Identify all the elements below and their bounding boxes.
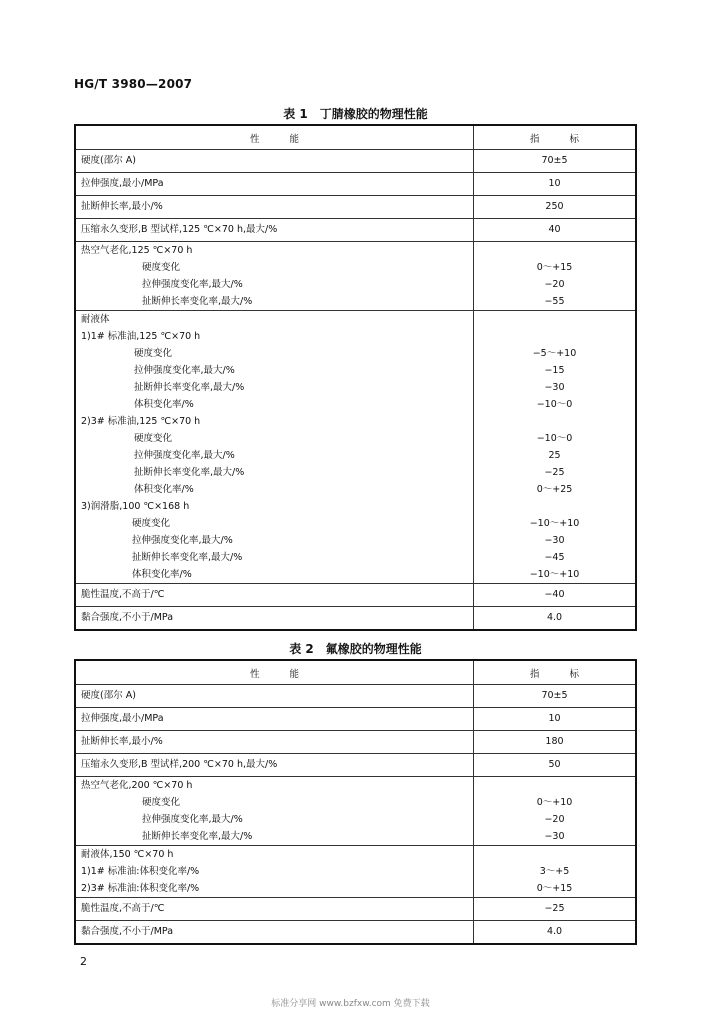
table-row xyxy=(75,754,636,777)
value-text: 4.0 xyxy=(546,926,563,937)
table2-body xyxy=(75,685,636,945)
property-text: 热空气老化,125 ℃×70 h xyxy=(81,245,193,256)
property-text: 扯断伸长率变化率,最大/% xyxy=(142,831,253,842)
property-text: 拉伸强度,最小/MPa xyxy=(81,178,164,189)
table-row xyxy=(75,311,636,584)
property-text: 硬度变化 xyxy=(132,518,171,529)
value-text: 0～+15 xyxy=(536,262,573,273)
page-number: 2 xyxy=(80,955,87,968)
property-text: 拉伸强度变化率,最大/% xyxy=(134,365,235,376)
table-row xyxy=(75,242,636,311)
value-text: 40 xyxy=(548,224,561,235)
value-text xyxy=(474,498,635,515)
value-text: −5～+10 xyxy=(532,348,577,359)
property-cell xyxy=(75,731,474,754)
value-cell xyxy=(474,846,637,898)
property-text: 扯断伸长率变化率,最大/% xyxy=(132,552,243,563)
value-text: −25 xyxy=(544,903,565,914)
value-cell xyxy=(474,921,637,945)
table-row xyxy=(75,731,636,754)
table1-caption: 表 1 丁腈橡胶的物理性能 xyxy=(283,107,428,121)
property-text: 拉伸强度变化率,最大/% xyxy=(142,279,243,290)
property-cell xyxy=(75,777,474,846)
property-text: 拉伸强度变化率,最大/% xyxy=(132,535,233,546)
value-text: −40 xyxy=(544,589,565,600)
value-text: −10～+10 xyxy=(529,569,580,580)
value-text xyxy=(474,846,635,863)
property-text: 1)1# 标准油:体积变化率/% xyxy=(81,866,200,877)
property-cell xyxy=(75,754,474,777)
property-text: 扯断伸长率,最小/% xyxy=(81,201,163,212)
table-row xyxy=(75,921,636,945)
value-text: −20 xyxy=(544,279,565,290)
standard-code: HG/T 3980—2007 xyxy=(74,77,193,91)
table2 xyxy=(74,659,637,945)
value-cell xyxy=(474,173,637,196)
table-row xyxy=(75,584,636,607)
property-text: 拉伸强度,最小/MPa xyxy=(81,713,164,724)
value-text: 180 xyxy=(545,736,564,747)
property-text: 硬度变化 xyxy=(134,348,173,359)
value-text: 4.0 xyxy=(546,612,563,623)
value-text xyxy=(474,311,635,328)
value-cell xyxy=(474,685,637,708)
value-text xyxy=(474,413,635,430)
table2-header-row xyxy=(75,660,636,685)
value-text: 0～+25 xyxy=(536,484,573,495)
property-text: 拉伸强度变化率,最大/% xyxy=(134,450,235,461)
value-text: −45 xyxy=(544,552,565,563)
value-cell xyxy=(474,584,637,607)
property-text: 耐液体 xyxy=(81,314,110,325)
table2-header-property: 性能 xyxy=(75,660,474,685)
footer-watermark: 标准分享网 www.bzfxw.com 免费下载 xyxy=(271,999,430,1009)
value-cell xyxy=(474,777,637,846)
value-text: 0～+10 xyxy=(536,797,573,808)
property-cell xyxy=(75,173,474,196)
property-text: 压缩永久变形,B 型试样,125 ℃×70 h,最大/% xyxy=(81,224,278,235)
property-cell xyxy=(75,311,474,584)
value-text: 70±5 xyxy=(541,155,568,166)
value-text: −10～0 xyxy=(536,433,573,444)
property-cell xyxy=(75,196,474,219)
value-text: −55 xyxy=(544,296,565,307)
value-text: 10 xyxy=(548,178,561,189)
property-text: 体积变化率/% xyxy=(132,569,192,580)
value-text: 50 xyxy=(548,759,561,770)
value-text xyxy=(474,242,635,259)
table1 xyxy=(74,124,637,631)
property-text: 硬度变化 xyxy=(134,433,173,444)
table-row xyxy=(75,150,636,173)
value-cell xyxy=(474,754,637,777)
value-text: −10～0 xyxy=(536,399,573,410)
value-text: −15 xyxy=(544,365,565,376)
value-text: −10～+10 xyxy=(529,518,580,529)
table1-header-row xyxy=(75,125,636,150)
table-row xyxy=(75,777,636,846)
table-row xyxy=(75,708,636,731)
property-text: 硬度(邵尔 A) xyxy=(81,690,136,701)
property-text: 拉伸强度变化率,最大/% xyxy=(142,814,243,825)
value-cell xyxy=(474,242,637,311)
property-text: 硬度变化 xyxy=(142,262,181,273)
value-text: −30 xyxy=(544,382,565,393)
value-cell xyxy=(474,150,637,173)
table1-header-property: 性能 xyxy=(75,125,474,150)
value-text: 70±5 xyxy=(541,690,568,701)
value-text: −25 xyxy=(544,467,565,478)
property-cell xyxy=(75,607,474,631)
value-text: −20 xyxy=(544,814,565,825)
property-text: 脆性温度,不高于/℃ xyxy=(81,903,165,914)
value-text: −30 xyxy=(544,831,565,842)
property-cell xyxy=(75,584,474,607)
property-cell xyxy=(75,219,474,242)
value-text xyxy=(474,328,635,345)
value-text: 250 xyxy=(545,201,564,212)
property-text: 脆性温度,不高于/℃ xyxy=(81,589,165,600)
table-row xyxy=(75,219,636,242)
property-text: 扯断伸长率,最小/% xyxy=(81,736,163,747)
property-text: 2)3# 标准油,125 ℃×70 h xyxy=(81,416,201,427)
property-text: 体积变化率/% xyxy=(134,484,194,495)
property-text: 1)1# 标准油,125 ℃×70 h xyxy=(81,331,201,342)
property-text: 黏合强度,不小于/MPa xyxy=(81,612,174,623)
value-text: 0～+15 xyxy=(536,883,573,894)
value-cell xyxy=(474,219,637,242)
table-row xyxy=(75,607,636,631)
value-cell xyxy=(474,311,637,584)
value-cell xyxy=(474,607,637,631)
value-text xyxy=(474,777,635,794)
property-text: 扯断伸长率变化率,最大/% xyxy=(134,467,245,478)
table1-header-value: 指标 xyxy=(474,125,637,150)
property-cell xyxy=(75,242,474,311)
property-text: 扯断伸长率变化率,最大/% xyxy=(134,382,245,393)
value-cell xyxy=(474,731,637,754)
value-text: 10 xyxy=(548,713,561,724)
property-text: 热空气老化,200 ℃×70 h xyxy=(81,780,193,791)
property-text: 硬度变化 xyxy=(142,797,181,808)
property-cell xyxy=(75,150,474,173)
property-cell xyxy=(75,846,474,898)
value-cell xyxy=(474,708,637,731)
property-text: 耐液体,150 ℃×70 h xyxy=(81,849,174,860)
value-text: −30 xyxy=(544,535,565,546)
table2-header-value: 指标 xyxy=(474,660,637,685)
table1-body xyxy=(75,150,636,631)
property-text: 体积变化率/% xyxy=(134,399,194,410)
table2-caption: 表 2 氟橡胶的物理性能 xyxy=(289,642,422,656)
value-cell xyxy=(474,196,637,219)
property-cell xyxy=(75,921,474,945)
property-cell xyxy=(75,898,474,921)
property-text: 扯断伸长率变化率,最大/% xyxy=(142,296,253,307)
table-row xyxy=(75,685,636,708)
value-text: 3～+5 xyxy=(539,866,570,877)
value-text: 25 xyxy=(548,450,561,461)
table-row xyxy=(75,898,636,921)
property-text: 压缩永久变形,B 型试样,200 ℃×70 h,最大/% xyxy=(81,759,278,770)
property-text: 硬度(邵尔 A) xyxy=(81,155,136,166)
table-row xyxy=(75,173,636,196)
property-text: 黏合强度,不小于/MPa xyxy=(81,926,174,937)
table-row xyxy=(75,196,636,219)
property-cell xyxy=(75,685,474,708)
value-cell xyxy=(474,898,637,921)
property-text: 3)润滑脂,100 ℃×168 h xyxy=(81,501,190,512)
property-text: 2)3# 标准油:体积变化率/% xyxy=(81,883,200,894)
table-row xyxy=(75,846,636,898)
property-cell xyxy=(75,708,474,731)
